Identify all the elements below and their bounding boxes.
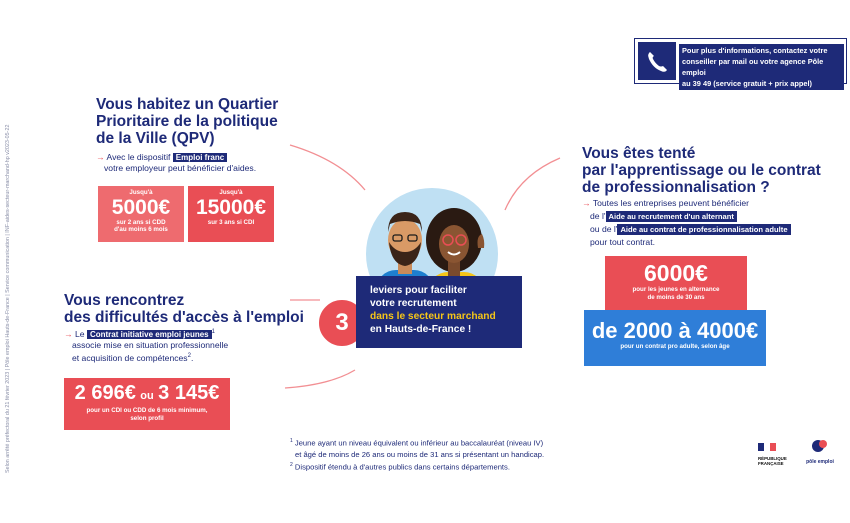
pole-emploi-logo [800,438,840,465]
access-title [64,292,304,326]
footnote-1-text: Jeune ayant un niveau équivalent ou inférieur au baccalauréat (niveau IV) [294,438,544,448]
apprentice-box-6000 [605,256,747,310]
apprentice-box1-note-2: de moins de 30 ans [647,293,705,301]
qpv-text-post: votre employeur peut bénéficier d'aides. [104,163,257,173]
qpv-title-line-2: Prioritaire de la politique [96,113,278,130]
qpv-title [96,96,278,147]
qpv-box2-amount: 15000€ [195,195,267,219]
contact-line-3: au 39 49 (service gratuit + prix appel) [682,79,813,88]
footnote-2-text: Dispositif étendu à d'autres publics dans certains départements. [294,462,510,472]
qpv-box1-upto: Jusqu'à [129,189,153,196]
access-sup2: 2 [187,352,191,359]
qpv-box2-upto: Jusqu'à [219,189,243,196]
arrow-icon: → [582,198,591,208]
qpv-text-pre: Avec le dispositif [106,152,171,162]
apprentice-title-line-1: Vous êtes tenté [582,145,696,162]
footnotes [290,436,610,472]
side-legal-text: Selon arrêté préfectoral du 21 février 2023 | Pôle emploi Hauts-de-France | Service communication | INF-aides-secteur-marchand-hp v2023-05-22 [5,124,11,473]
footnote-sup-1: 1 [290,438,293,444]
arrow-icon: → [64,328,73,339]
access-text-pre: Le [74,328,85,339]
apprentice-box2-amount: de 2000 à 4000€ [591,318,759,343]
apprentice-title [582,145,821,196]
center-line-1: leviers pour faciliter [370,285,467,296]
apprentice-box2-note-1: pour un contrat pro adulte, selon âge [620,343,730,350]
apprentice-text-de: de l' [590,211,606,221]
access-note-1: pour un CDI ou CDD de 6 mois minimum, [86,407,208,414]
qpv-box1-amount: 5000€ [111,195,171,219]
qpv-box-15000 [188,186,274,242]
access-amount-1: 2 696€ [74,382,136,404]
emploi-franc-tag: Emploi franc [173,153,227,162]
pole-emploi-icon [811,438,829,454]
access-sup: 1 [211,329,215,335]
qpv-box-5000 [98,186,184,242]
center-line-3: dans le secteur marchand [370,311,496,322]
access-title-line-1: Vous rencontrez [64,292,185,309]
access-amount-2: 3 145€ [158,382,220,404]
arrow-icon: → [96,152,105,162]
apprentice-text [582,197,822,249]
aide-pro-adulte-tag: Aide au contrat de professionnalisation adulte [617,224,790,235]
center-line-2: votre recrutement [370,298,457,309]
contact-line-1: Pour plus d'informations, contactez votre [682,46,828,55]
cie-jeunes-tag: Contrat initiative emploi jeunes [87,330,212,339]
footnote-2 [290,460,610,473]
access-text-3: et acquisition de compétences [72,352,188,363]
center-banner [356,276,522,348]
republique-line-1: RÉPUBLIQUE [758,456,787,461]
access-note-2: selon profil [130,414,164,422]
pole-emploi-label: pôle emploi [806,459,834,465]
access-title-line-2: des difficultés d'accès à l'emploi [64,309,304,326]
apprentice-title-line-3: de professionnalisation ? [582,179,770,196]
access-text: → Le Contrat initiative emploi jeunes $^1$ associe mise en situation professionnelle et acquisition de compétences$^2$. [64,328,229,363]
qpv-box1-note-2: d'au moins 6 mois [114,226,168,233]
access-box [64,378,230,430]
apprentice-box1-note-1: pour les jeunes en alternance [632,286,720,293]
access-text-2: associe mise en situation professionnelle [72,339,229,350]
apprentice-text-4: pour tout contrat. [590,237,655,247]
contact-line-2: conseiller par mail ou votre agence Pôle emploi [682,57,824,77]
apprentice-box-2000-4000 [584,310,766,366]
marianne-flag-icon [758,443,776,451]
apprentice-text-1: Toutes les entreprises peuvent bénéficier [592,198,750,208]
qpv-title-line-3: de la Ville (QPV) [96,130,215,147]
apprentice-title-line-2: par l'apprentissage ou le contrat [582,162,821,179]
footnote-1-cont: et âgé de moins de 26 ans ou moins de 31 ans si présentant un handicap. [295,449,545,459]
footnote-1 [290,436,610,449]
access-or: ou [140,390,154,402]
three-badge: 3 [316,297,368,349]
apprentice-box1-amount: 6000€ [644,260,708,286]
qpv-text [96,152,296,174]
apprentice-text-ou: ou de l' [590,224,618,234]
qpv-box2-note-1: sur 3 ans si CDI [207,218,255,226]
republique-logo [758,438,790,466]
qpv-title-line-1: Vous habitez un Quartier [96,96,279,113]
qpv-box1-note-1: sur 2 ans si CDD [116,218,166,226]
republique-line-2: FRANÇAISE [758,461,784,466]
aide-alternant-tag: Aide au recrutement d'un alternant [606,211,737,222]
center-line-4: en Hauts-de-France ! [370,324,472,335]
footnote-sup-2: 2 [290,461,293,468]
